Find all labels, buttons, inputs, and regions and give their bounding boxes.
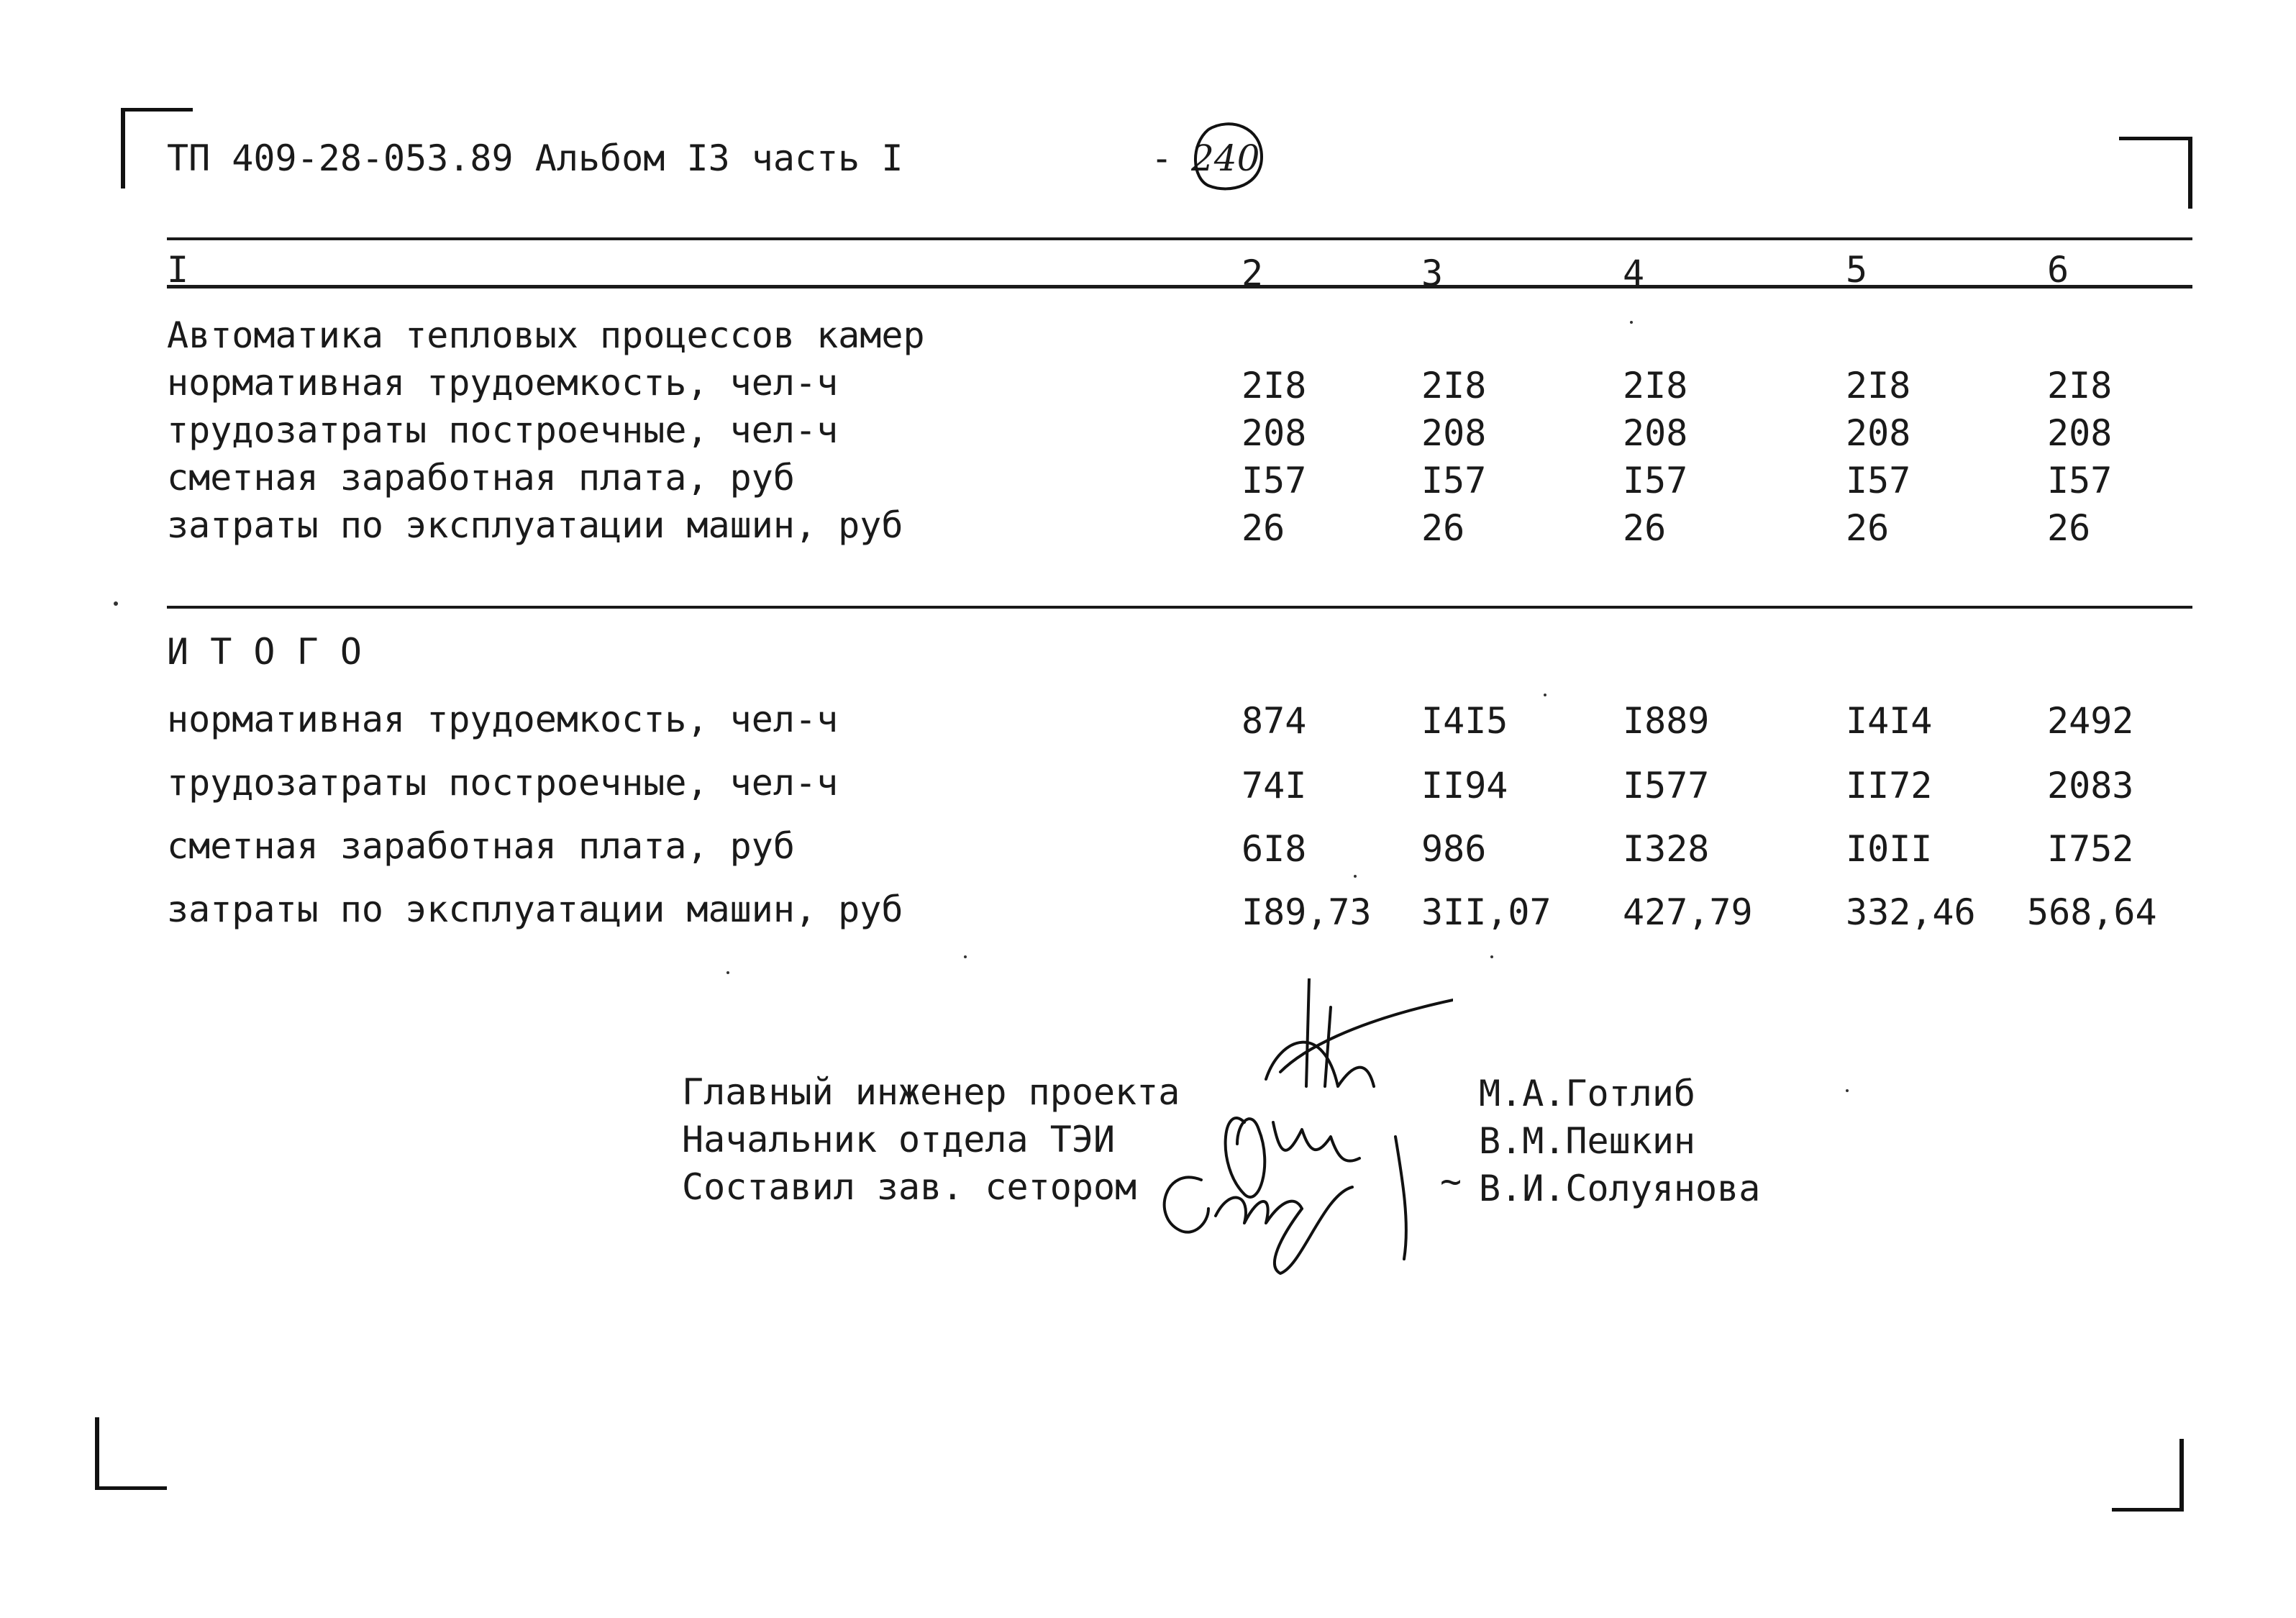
section-cell: 208 (1242, 412, 1307, 454)
totals-cell: II94 (1421, 765, 1508, 806)
section-cell: 26 (1846, 507, 1890, 549)
scan-speck (964, 955, 967, 958)
column-header-2: 2 (1242, 253, 1264, 294)
totals-cell: I0II (1846, 828, 1933, 870)
signature-role: Главный инженер проекта (682, 1071, 1180, 1113)
totals-cell: I89,73 (1242, 891, 1372, 933)
section-cell: 2I8 (1421, 365, 1487, 406)
corner-mark-top-left (121, 108, 125, 188)
page-number: 240 (1191, 137, 1260, 179)
column-header-3: 3 (1421, 253, 1444, 294)
section-cell: 2I8 (2047, 365, 2113, 406)
totals-row-label: трудозатраты построечные, чел-ч (167, 762, 839, 804)
signature-name: В.М.Пешкин (1479, 1120, 1696, 1162)
totals-cell: I4I5 (1421, 700, 1508, 742)
totals-cell: I328 (1623, 828, 1710, 870)
column-header-1: I (167, 249, 189, 291)
totals-cell: I4I4 (1846, 700, 1933, 742)
column-header-rule (167, 285, 2192, 288)
signature-name: М.А.Готлиб (1479, 1073, 1696, 1114)
totals-cell: II72 (1846, 765, 1933, 806)
signature-name: В.И.Солуянова (1479, 1168, 1761, 1209)
totals-cell: 332,46 (1846, 891, 1976, 933)
section-row-label: сметная заработная плата, руб (167, 457, 795, 499)
totals-row-label: затраты по эксплуатации машин, руб (167, 888, 903, 930)
section-cell: 208 (2047, 412, 2113, 454)
totals-cell: 986 (1421, 828, 1487, 870)
totals-cell: 2083 (2047, 765, 2134, 806)
corner-mark-top-right (2188, 137, 2192, 209)
corner-mark-bottom-left (95, 1417, 99, 1489)
section-cell: 26 (1623, 507, 1667, 549)
totals-heading: И Т О Г О (167, 631, 362, 673)
scan-speck (1490, 955, 1493, 958)
corner-mark-top-right-h (2119, 137, 2191, 140)
scan-speck (1630, 321, 1633, 324)
handwritten-signatures-icon (1136, 978, 1453, 1281)
section-cell: 2I8 (1242, 365, 1307, 406)
section-row-label: затраты по эксплуатации машин, руб (167, 504, 903, 546)
section-cell: 26 (2047, 507, 2091, 549)
page-number-circle-icon (1187, 117, 1265, 196)
totals-cell: I577 (1623, 765, 1710, 806)
section-cell: I57 (1421, 460, 1487, 501)
section-heading: Автоматика тепловых процессов камер (167, 314, 925, 356)
section-cell: I57 (1623, 460, 1688, 501)
column-header-6: 6 (2047, 249, 2069, 291)
section-cell: 208 (1623, 412, 1688, 454)
section-cell: 2I8 (1623, 365, 1688, 406)
totals-cell: I889 (1623, 700, 1710, 742)
totals-cell: 6I8 (1242, 828, 1307, 870)
section-cell: I57 (1846, 460, 1911, 501)
totals-cell: 2492 (2047, 700, 2134, 742)
section-cell: 208 (1846, 412, 1911, 454)
totals-cell: 874 (1242, 700, 1307, 742)
totals-cell: 427,79 (1623, 891, 1753, 933)
totals-cell: 568,64 (2027, 891, 2157, 933)
column-header-4: 4 (1623, 253, 1645, 294)
section-cell: 2I8 (1846, 365, 1911, 406)
totals-separator-rule (167, 606, 2192, 609)
section-cell: 26 (1242, 507, 1285, 549)
scan-speck (1354, 875, 1357, 878)
page-number-dash: - (1151, 137, 1173, 179)
section-row-label: нормативная трудоемкость, чел-ч (167, 362, 839, 404)
scan-speck (1846, 1089, 1849, 1092)
section-cell: I57 (1242, 460, 1307, 501)
section-cell: I57 (2047, 460, 2113, 501)
totals-cell: I752 (2047, 828, 2134, 870)
corner-mark-top-left-h (121, 108, 193, 112)
signature-name-dash: ~ (1440, 1160, 1462, 1202)
totals-row-label: нормативная трудоемкость, чел-ч (167, 699, 839, 740)
document-title: ТП 409-28-053.89 Альбом I3 часть I (167, 137, 903, 179)
totals-cell: 74I (1242, 765, 1307, 806)
totals-row-label: сметная заработная плата, руб (167, 825, 795, 867)
section-cell: 208 (1421, 412, 1487, 454)
section-row-label: трудозатраты построечные, чел-ч (167, 409, 839, 451)
scan-speck (1544, 694, 1546, 696)
corner-mark-bottom-left-h (95, 1486, 167, 1490)
section-cell: 26 (1421, 507, 1465, 549)
corner-mark-bottom-right (2179, 1439, 2184, 1511)
column-header-5: 5 (1846, 249, 1868, 291)
signature-role: Составил зав. сетором (682, 1166, 1137, 1208)
table-top-rule (167, 237, 2192, 240)
scan-speck (726, 971, 729, 974)
scan-speck (114, 601, 118, 606)
totals-cell: 3II,07 (1421, 891, 1552, 933)
signature-role: Начальник отдела ТЭИ (682, 1119, 1116, 1160)
corner-mark-bottom-right-h (2112, 1508, 2184, 1512)
